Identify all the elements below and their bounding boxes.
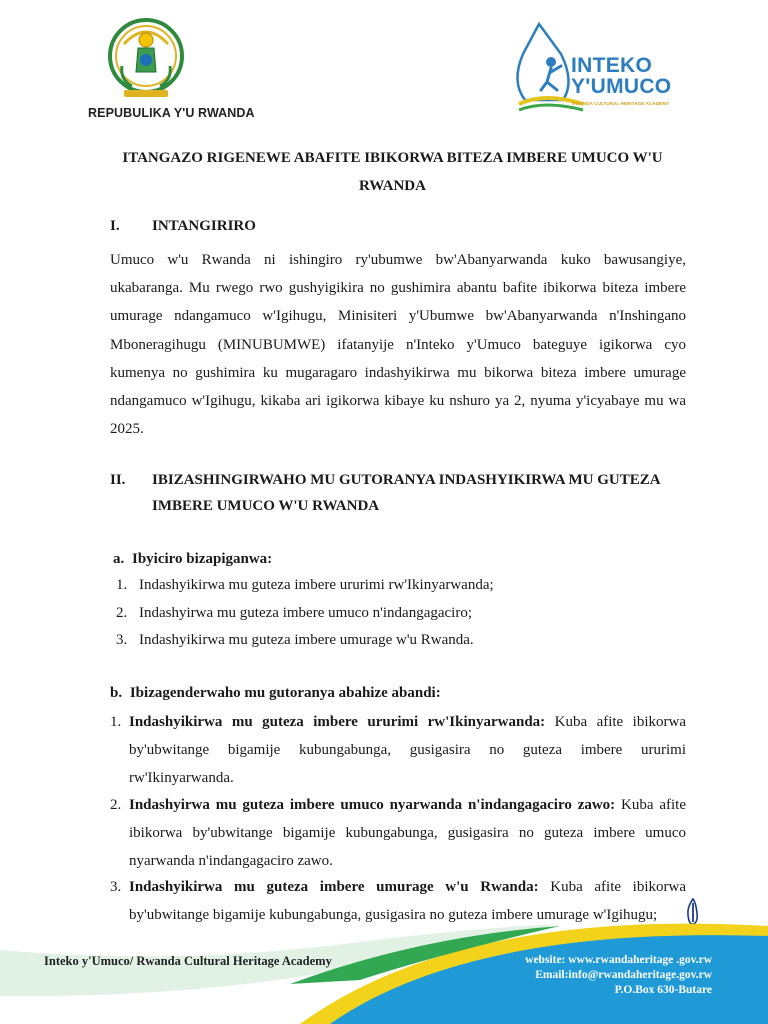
footer-website: website: www.rwandaheritage .gov.rw [525,954,712,966]
inteko-umuco-logo [505,20,690,116]
section-2-title-line-1: IBIZASHINGIRWAHO MU GUTORANYA INDASHYIKIRWA MU GUTEZA [152,472,661,488]
criteria-item-number: 1. [110,714,122,730]
rwanda-coat-of-arms-icon [102,14,190,104]
subsection-b-title: Ibizagenderwaho mu gutoranya abahize abandi: [129,685,441,701]
criteria-item-number: 2. [110,797,122,813]
list-item [116,600,494,628]
section-2-number: II. [110,472,126,488]
footer-pobox: P.O.Box 630-Butare [614,984,712,996]
criteria-item [110,708,686,792]
footer-email: Email:info@rwandaheritage.gov.rw [535,969,712,981]
section-2-title-line-2: IMBERE UMUCO W'U RWANDA [152,498,380,514]
subsection-b-label: b. [110,685,123,701]
list-item-text: Indashyikirwa mu guteza imbere ururimi rw'Ikinyarwanda; [139,577,494,593]
criteria-item-title: Indashyikirwa mu guteza imbere umurage w'u Rwanda: [129,879,539,895]
logo-line-1: INTEKO [571,54,653,77]
list-item-number: 1. [116,577,128,593]
section-1-title: INTANGIRIRO [152,218,256,234]
criteria-item-text: Kuba afite ibikorwa by'ubwitange bigamije kubungabunga, gusigasira no guteza imbere ururimi rw'Ikinyarwanda. [129,714,686,786]
criteria-item [110,791,686,875]
footer-organization: Inteko y'Umuco/ Rwanda Cultural Heritage Academy [44,954,332,968]
footer-contacts [525,953,712,998]
subsection-b-heading [110,685,441,702]
criteria-item-number: 3. [110,879,122,895]
list-item-text: Indashyirwa mu guteza imbere umuco n'indangagaciro; [139,604,473,621]
list-item-number: 2. [116,604,128,621]
republic-name: REPUBULIKA Y'U RWANDA [88,106,255,120]
criteria-item-text: Kuba afite ibikorwa by'ubwitange bigamije kubungabunga, gusigasira no guteza imbere umuco nyarwanda n'indangagaciro zawo. [129,797,687,869]
subsection-a-title: Ibyiciro bizapiganwa: [132,551,273,567]
list-item [116,572,494,600]
criteria-item-title: Indashyirwa mu guteza imbere umuco nyarwanda n'indangagaciro zawo: [129,797,616,813]
list-item-text: Indashyikirwa mu guteza imbere umurage w'u Rwanda. [139,632,474,648]
criteria-item-text: Kuba afite ibikorwa by'ubwitange bigamije kubungabunga, gusigasira no guteza imbere umurage w'Igihugu; [129,879,686,923]
criteria-item-title: Indashyikirwa mu guteza imbere ururimi rw'Ikinyarwanda: [129,714,546,730]
subsection-a-heading [113,551,272,568]
intro-paragraph: Umuco w'u Rwanda ni ishingiro ry'ubumwe bw'Abanyarwanda kuko bawusangiye, ukabaranga. Mu rwego rwo gushyigikira no gushimira abantu bafite ibikorwa biteza imbere umurage ndangamuco w'Igihugu, Minisiteri y'Ubumwe bw'Abanyarwanda n'Inshingano Mboneragihugu (MINUBUMWE) ifatanyije n'Inteko y'Umuco bateguye igikorwa cyo kumenya no gushimira ku mugaragaro indashyikirwa mu bikorwa biteza imbere umurage ndangamuco w'Igihugu, kikaba ari igikorwa kibaye ku nshuro ya 2, nyuma y'icyabaye mu wa 2025. [110,252,686,438]
document-title: ITANGAZO RIGENEWE ABAFITE IBIKORWA BITEZA IMBERE UMUCO W'U RWANDA [122,150,663,194]
logo-tagline: RWANDA CULTURAL HERITAGE ACADEMY [572,101,670,106]
categories-list [116,572,494,655]
list-item-number: 3. [116,632,128,648]
list-item [116,627,494,655]
section-2-heading [110,467,686,519]
section-1-number: I. [110,218,120,234]
section-1-heading [110,213,410,239]
logo-line-2: Y'UMUCO [571,75,672,98]
subsection-a-label: a. [113,551,125,567]
